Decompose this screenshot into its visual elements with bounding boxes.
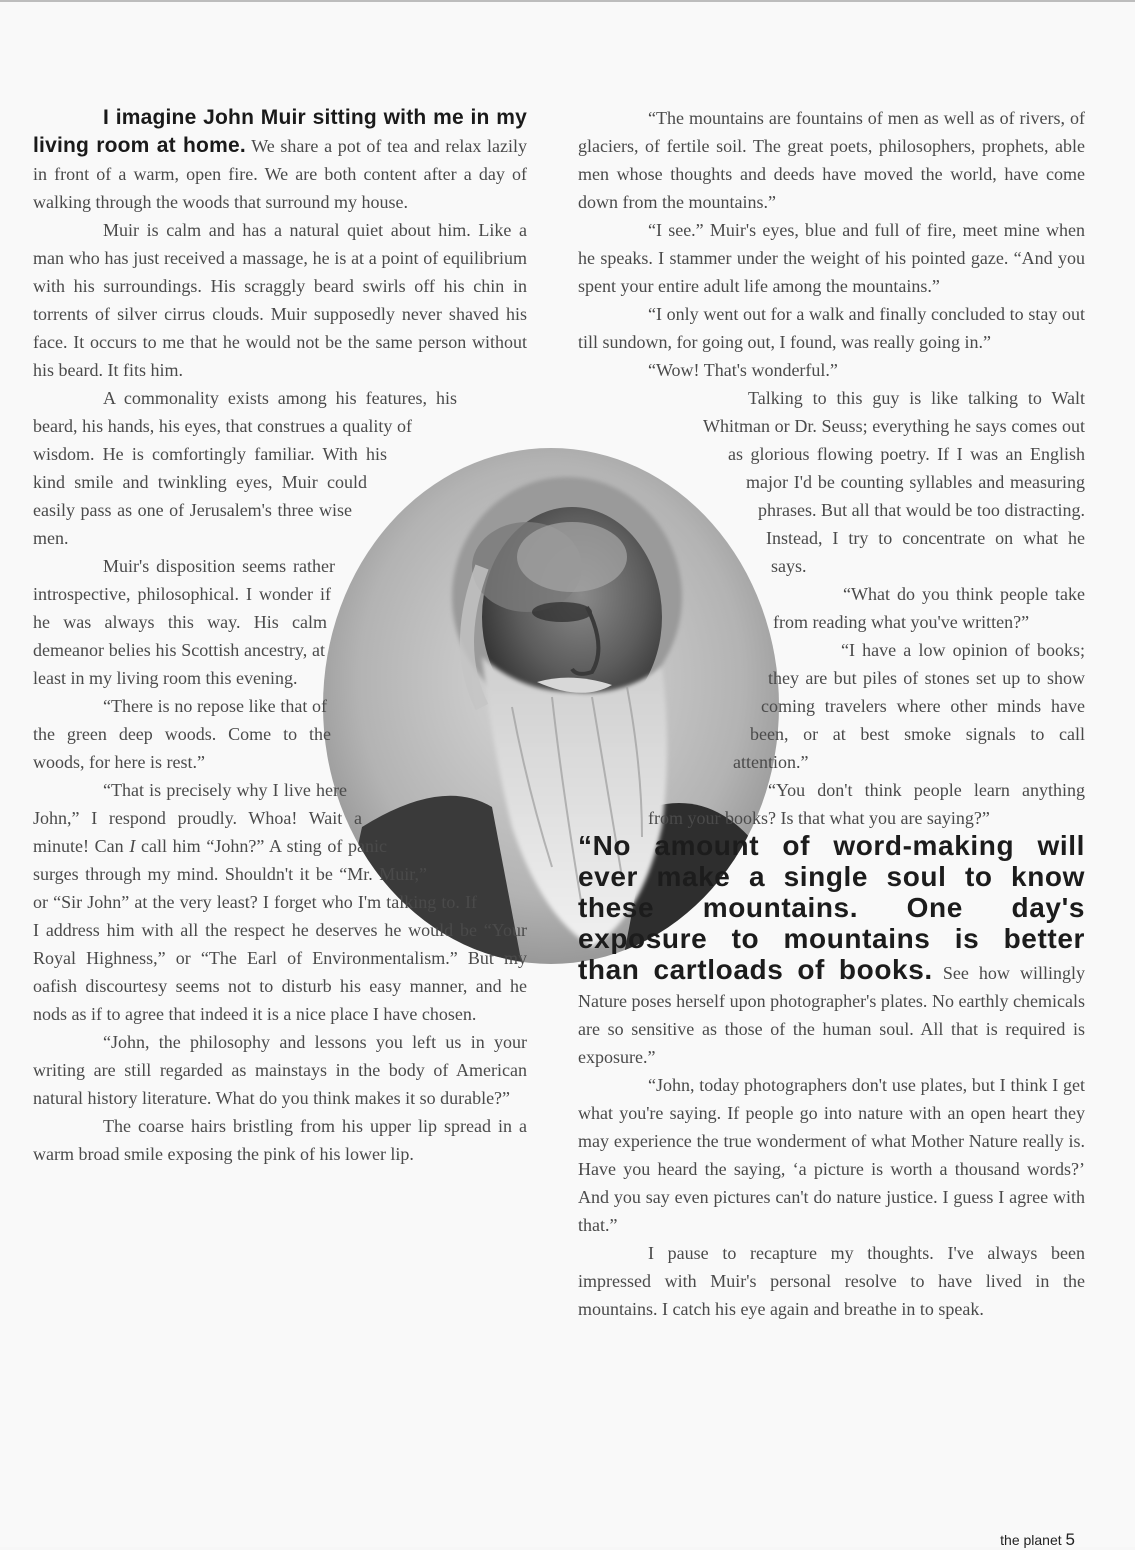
left-paragraph-5: “There is no repose like that of the green deep woods. Come to the woods, for here is rest.” bbox=[33, 696, 331, 772]
left-paragraph-7: “John, the philosophy and lessons you left us in your writing are still regarded as mainstays in the body of American natural history literature. What do you think makes it so durable?” bbox=[33, 1032, 527, 1108]
top-rule bbox=[0, 0, 1135, 2]
left-paragraph-6: “That is precisely why I live here John,” I respond proudly. Whoa! Wait a minute! Can I call him “John?” A sting of panic surges through my mind. Shouldn't it be “Mr. Muir,” or “Sir John” at the very least? I forget who I'm talking to. If I address him with all the respect he deserves he would be “Your Royal Highness,” or “The Earl of Environmentalism.” But my oafish discourtesy seems not to disturb his easy manner, and he nods as if to agree that indeed it is a nice place I have chosen. bbox=[33, 780, 527, 1024]
right-paragraph-4: “Wow! That's wonderful.” bbox=[648, 360, 838, 380]
left-paragraph-3: A commonality exists among his features, his beard, his hands, his eyes, that construes a quality of wisdom. He is comfortingly familiar. With his kind smile and twinkling eyes, Muir could easily pass as one of Jerusalem's three wise men. bbox=[33, 388, 457, 548]
page-footer bbox=[960, 1530, 1075, 1550]
left-paragraph-4: Muir's disposition seems rather introspective, philosophical. I wonder if he was always this way. His calm demeanor belies his Scottish ancestry, at least in my living room this evening. bbox=[33, 556, 335, 688]
left-paragraph-8: The coarse hairs bristling from his upper lip spread in a warm broad smile exposing the pink of his lower lip. bbox=[33, 1116, 527, 1164]
right-paragraph-6: “What do you think people take from reading what you've written?” bbox=[773, 584, 1085, 632]
right-column bbox=[578, 104, 1085, 1323]
page-number: 5 bbox=[1065, 1530, 1075, 1549]
right-paragraph-8: “You don't think people learn anything from your books? Is that what you are saying?” bbox=[648, 780, 1085, 828]
magazine-name: the planet bbox=[1000, 1532, 1062, 1548]
right-paragraph-9: “No amount of word-making will ever make a single soul to know these mountains. One day's exposure to mountains is better than cartloads of books. See how willingly Nature poses herself upon photographer's plates. No earthly chemicals are so sensitive as those of the human soul. All that is required is exposure.” bbox=[578, 830, 1085, 1067]
right-paragraph-10: “John, today photographers don't use plates, but I think I get what you're saying. If people go into nature with an open heart they may experience the true wonderment of what Mother Nature really is. Have you heard the saying, ‘a picture is worth a thousand words?’ And you say even pictures can't do nature justice. I guess I agree with that.” bbox=[578, 1075, 1085, 1235]
right-paragraph-5: Talking to this guy is like talking to Walt Whitman or Dr. Seuss; everything he says comes out as glorious flowing poetry. If I was an English major I'd be counting syllables and measuring phrases. But all that would be too distracting. Instead, I try to concentrate on what he says. bbox=[703, 388, 1085, 576]
right-paragraph-7: “I have a low opinion of books; they are but piles of stones set up to show coming travelers where other minds have been, or at best smoke signals to call attention.” bbox=[733, 640, 1085, 772]
portrait-wrap-spacer bbox=[457, 384, 527, 412]
right-paragraph-3: “I only went out for a walk and finally concluded to stay out till sundown, for going out, I found, was really going in.” bbox=[578, 304, 1085, 352]
right-paragraph-11: I pause to recapture my thoughts. I've always been impressed with Muir's personal resolve to have lived in the mountains. I catch his eye again and breathe in to speak. bbox=[578, 1243, 1085, 1319]
left-column bbox=[33, 104, 527, 1168]
left-paragraph-2: Muir is calm and has a natural quiet about him. Like a man who has just received a massage, he is at a point of equilibrium with his surroundings. His scraggly beard swirls off his chin in torrents of silver cirrus clouds. Muir supposedly never shaved his face. It occurs to me that he would not be the same person without his beard. It fits him. bbox=[33, 220, 527, 380]
right-paragraph-1: “The mountains are fountains of men as well as of rivers, of glaciers, of fertile soil. The great poets, philosophers, prophets, able men whose thoughts and deeds have moved the world, have come down from the mountains.” bbox=[578, 108, 1085, 212]
lead-in: I imagine John Muir sitting with me in my living room at home. bbox=[33, 106, 527, 157]
right-paragraph-2: “I see.” Muir's eyes, blue and full of fire, meet mine when he speaks. I stammer under the weight of his pointed gaze. “And you spent your entire adult life among the mountains.” bbox=[578, 220, 1085, 296]
left-paragraph-1: I imagine John Muir sitting with me in my living room at home. We share a pot of tea and relax lazily in front of a warm, open fire. We are both content after a day of walking through the woods that surround my house. bbox=[33, 106, 527, 212]
pull-quote: “No amount of word-making will ever make a single soul to know these mountains. One day's exposure to mountains is better than cartloads of books. bbox=[578, 830, 1085, 985]
